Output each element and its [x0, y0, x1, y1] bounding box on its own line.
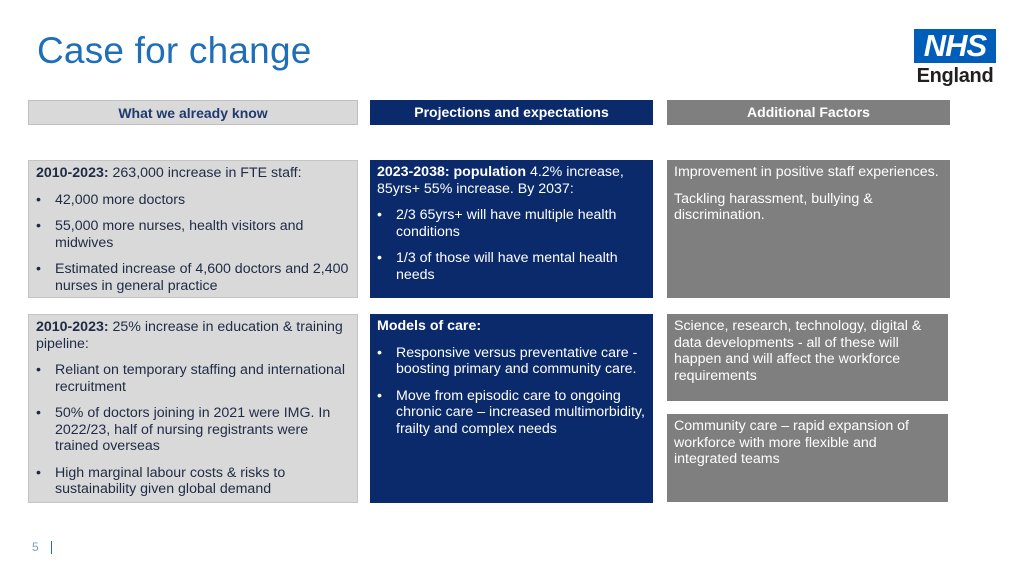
nhs-logo-mark: NHS [914, 29, 996, 63]
staff-increase-lead: 2010-2023: 263,000 increase in FTE staff: [36, 165, 302, 181]
community-care-text: Community care – rapid expansion of workforce with more flexible and integrated teams [674, 418, 910, 467]
population-projection-list [377, 207, 646, 283]
list-item: • 1/3 of those will have mental health needs [377, 250, 646, 283]
community-care-box [667, 414, 948, 502]
header-additional-factors: Additional Factors [667, 100, 950, 125]
models-of-care-lead: Models of care: [377, 318, 482, 334]
staff-increase-list [36, 192, 350, 295]
header-projections-and-expectations: Projections and expectations [370, 100, 653, 125]
training-pipeline-box [28, 314, 358, 503]
models-of-care-list [377, 345, 646, 438]
science-technology-text: Science, research, technology, digital & data developments - all of these will happen and will affect the workforce requirements [674, 318, 922, 384]
list-item: • Responsive versus preventative care - boosting primary and community care. [377, 345, 646, 378]
page-title: Case for change [37, 30, 312, 71]
list-item: • High marginal labour costs & risks to sustainability given global demand [36, 465, 350, 498]
training-pipeline-list [36, 362, 350, 498]
list-item: • 50% of doctors joining in 2021 were IMG. In 2022/23, half of nursing registrants were trained overseas [36, 405, 350, 455]
nhs-england-logo [914, 29, 996, 88]
staff-increase-box [28, 160, 358, 298]
science-technology-box [667, 314, 948, 401]
list-item: • 55,000 more nurses, health visitors and midwives [36, 218, 350, 251]
models-of-care-box [370, 314, 653, 503]
list-item: • Move from episodic care to ongoing chronic care – increased multimorbidity, frailty and complex needs [377, 388, 646, 438]
staff-experience-text: Improvement in positive staff experiences. [674, 164, 939, 180]
list-item: • 42,000 more doctors [36, 192, 350, 209]
list-item: • Reliant on temporary staffing and international recruitment [36, 362, 350, 395]
list-item: • Estimated increase of 4,600 doctors and 2,400 nurses in general practice [36, 261, 350, 294]
list-item: • 2/3 65yrs+ will have multiple health conditions [377, 207, 646, 240]
harassment-text: Tackling harassment, bullying & discrimination. [674, 190, 873, 223]
header-what-we-already-know: What we already know [28, 100, 358, 125]
footer-divider [51, 541, 52, 554]
nhs-logo-subtitle: England [916, 65, 994, 87]
staff-experience-box [667, 160, 950, 298]
population-projection-box [370, 160, 653, 298]
page-number: 5 [32, 540, 39, 554]
training-pipeline-lead: 2010-2023: 25% increase in education & training pipeline: [36, 319, 343, 352]
population-projection-lead: 2023-2038: population 4.2% increase, 85yrs+ 55% increase. By 2037: [377, 164, 624, 197]
